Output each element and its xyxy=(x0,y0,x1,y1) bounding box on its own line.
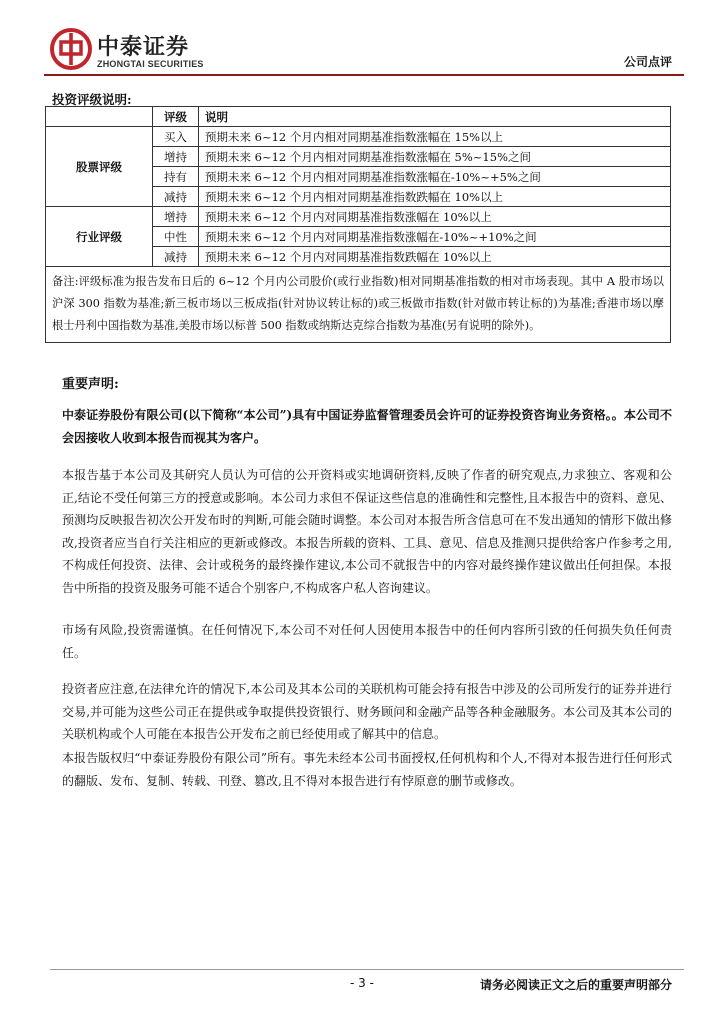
rating-level: 增持 xyxy=(153,207,199,227)
header-blank-cell xyxy=(46,107,153,127)
company-logo xyxy=(50,28,218,74)
rating-level: 持有 xyxy=(153,167,199,187)
disclaimer-paragraph: 本报告版权归“中泰证券股份有限公司”所有。事先未经本公司书面授权,任何机构和个人,不得对本报告进行任何形式的翻版、发布、复制、转载、刊登、篡改,且不得对本报告进行有悖原意的删节或修改。 xyxy=(62,751,672,788)
table-row xyxy=(46,127,671,147)
header-level: 评级 xyxy=(153,107,199,127)
rating-level: 减持 xyxy=(153,187,199,207)
disclaimer-paragraph: 本报告基于本公司及其研究人员认为可信的公开资料或实地调研资料,反映了作者的研究观点,力求独立、客观和公正,结论不受任何第三方的授意或影响。本公司力求但不保证这些信息的准确性和完整性,且本报告中的资料、意见、预测均反映报告初次公开发布时的判断,可能会随时调整。本公司对本报告所含信息可在不发出通知的情形下做出修改,投资者应当自行关注相应的更新或修改。本报告所载的资料、工具、意见、信息及推测只提供给客户作参考之用,不构成任何投资、法律、会计或税务的最终操作建议,本公司不就报告中的内容对最终操作建议做出任何担保。本报告中所指的投资及服务可能不适合个别客户,不构成客户私人咨询建议。 xyxy=(62,468,672,595)
logo-text-cn: 中泰证券 xyxy=(97,35,190,60)
rating-table-header xyxy=(46,107,671,127)
rating-desc: 预期未来 6~12 个月内相对同期基准指数涨幅在 15%以上 xyxy=(199,127,671,147)
rating-desc: 预期未来 6~12 个月内对同期基准指数跌幅在 10%以上 xyxy=(199,247,671,267)
disclaimer-paragraph: 投资者应注意,在法律允许的情况下,本公司及其本公司的关联机构可能会持有报告中涉及的公司所发行的证券并进行交易,并可能为这些公司正在提供或争取提供投资银行、财务顾问和金融产品等各种金融服务。本公司及其本公司的关联机构或个人可能在本报告公开发布之前已经使用或了解其中的信息。 xyxy=(62,682,672,741)
stock-rating-label: 股票评级 xyxy=(46,127,153,207)
rating-level: 买入 xyxy=(153,127,199,147)
footer-divider xyxy=(50,969,684,970)
rating-desc: 预期未来 6~12 个月内对同期基准指数涨幅在 10%以上 xyxy=(199,207,671,227)
header-divider xyxy=(44,74,684,76)
rating-desc: 预期未来 6~12 个月内相对同期基准指数涨幅在 5%~15%之间 xyxy=(199,147,671,167)
disclaimer-qualification: 中泰证券股份有限公司(以下简称“本公司”)具有中国证券监督管理委员会许可的证券投资咨询业务资格。。本公司不会因接收人收到本报告而视其为客户。 xyxy=(62,408,672,445)
footer-note: 请务必阅读正文之后的重要声明部分 xyxy=(479,978,672,992)
page-number: - 3 - xyxy=(350,976,374,990)
disclaimer-paragraph: 市场有风险,投资需谨慎。在任何情况下,本公司不对任何人因使用本报告中的任何内容所引致的任何损失负任何责任。 xyxy=(62,623,672,660)
rating-section-title: 投资评级说明: xyxy=(52,92,132,107)
table-row xyxy=(46,207,671,227)
note-row xyxy=(46,267,671,343)
disclaimer-title: 重要声明: xyxy=(62,377,119,392)
rating-desc: 预期未来 6~12 个月内相对同期基准指数涨幅在-10%~+5%之间 xyxy=(199,167,671,187)
rating-table xyxy=(45,106,671,343)
rating-level: 中性 xyxy=(153,227,199,247)
rating-desc: 预期未来 6~12 个月内对同期基准指数涨幅在-10%~+10%之间 xyxy=(199,227,671,247)
logo-text-en: ZHONGTAI SECURITIES xyxy=(97,59,204,69)
rating-note: 备注:评级标准为报告发布日后的 6~12 个月内公司股价(或行业指数)相对同期基准指数的相对市场表现。其中 A 股市场以沪深 300 指数为基准;新三板市场以三板成指(针对协议转让标的)或三板做市指数(针对做市转让标的)为基准;香港市场以摩根士丹利中国指数为基准,美股市场以标普 500 指数或纳斯达克综合指数为基准(另有说明的除外)。 xyxy=(46,267,671,343)
document-type-label: 公司点评 xyxy=(623,55,672,69)
industry-rating-label: 行业评级 xyxy=(46,207,153,267)
rating-desc: 预期未来 6~12 个月内相对同期基准指数跌幅在 10%以上 xyxy=(199,187,671,207)
rating-level: 减持 xyxy=(153,247,199,267)
zhongtai-logo-icon xyxy=(50,28,92,70)
rating-level: 增持 xyxy=(153,147,199,167)
header-desc: 说明 xyxy=(199,107,671,127)
